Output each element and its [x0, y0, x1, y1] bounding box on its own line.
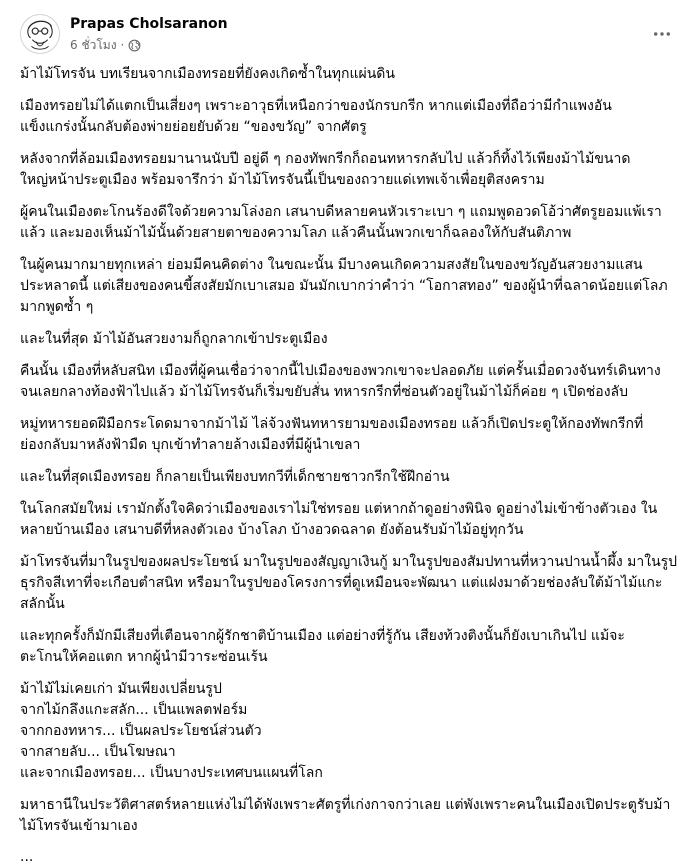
- post-text: [20, 64, 680, 866]
- author-avatar[interactable]: [20, 14, 60, 54]
- post-paragraph: ผู้คนในเมืองตะโกนร้องดีใจด้วยความโล่งอก เสนาบดีหลายคนหัวเราะเบา ๆ แถมพูดอวดโอ้ว่าศัตรูยอมแพ้เรา แล้ว และมองเห็นม้าไม้นั้นด้วยสายตาของความโลภ แล้วคืนนั้นพวกเขาก็ฉลองให้กับสันติภาพ: [20, 204, 662, 241]
- post-header: [20, 14, 680, 58]
- more-options-button[interactable]: [648, 20, 676, 48]
- post-paragraph: และทุกครั้งก็มักมีเสียงที่เตือนจากผู้รักชาติบ้านเมือง แต่อย่างที่รู้กัน เสียงท้วงติงนั้นก็ยังเบาเกินไป แม้จะ ตะโกนให้คอแตก หากผู้นำมีวาระซ่อนเร้น: [20, 628, 625, 665]
- avatar-sketch-icon: [21, 15, 59, 53]
- post-paragraph: มหาธานีในประวัติศาสตร์หลายแห่งไม่ได้พังเพราะศัตรูที่เก่งกาจกว่าเลย แต่พังเพราะคนในเมืองเปิดประตูรับม้า ไม้โทรจันเข้ามาเอง: [20, 797, 671, 834]
- see-more-ellipsis[interactable]: ...: [20, 849, 34, 865]
- post-paragraph: ม้าไม้ไม่เคยเก่า มันเพียงเปลี่ยนรูป จากไม้กลึงแกะสลัก... เป็นแพลตฟอร์ม จากกองทหาร... เป็นผลประโยชน์ส่วนตัว จากสายลับ... เป็นโฆษณา และจากเมืองทรอย... เป็นบางประเทศบนแผนที่โลก: [20, 681, 323, 781]
- post-meta: [70, 36, 141, 54]
- more-horizontal-icon: [653, 31, 671, 37]
- meta-separator: ·: [120, 38, 125, 52]
- post-paragraph: และในที่สุดเมืองทรอย ก็กลายเป็นเพียงบทกวีที่เด็กชายชาวกรีกใช้ฝึกอ่าน: [20, 469, 450, 485]
- post-paragraph: ม้าโทรจันที่มาในรูปของผลประโยชน์ มาในรูปของสัญญาเงินกู้ มาในรูปของสัมปทานที่หวานปานน้ำผึ้ง มาในรูป ธุรกิจสีเทาที่จะเกือบตำสนิท หรือมาในรูปของโครงการที่ดูเหมือนจะพัฒนา แต่แฝงมาด้วยช่องลับใต้ม้าไม้แกะ สลักนั้น: [20, 554, 678, 612]
- post-paragraph: หมู่ทหารยอดฝีมือกระโดดมาจากม้าไม้ ไล่จ้วงฟันทหารยามของเมืองทรอย แล้วก็เปิดประตูให้กองทัพกรีกที่ ย่องกลับมาหลังฟ้ามืด บุกเข้าทำลายล้างเมืองที่มีผู้นำเขลา: [20, 416, 644, 453]
- post-paragraph: ในโลกสมัยใหม่ เรามักตั้งใจคิดว่าเมืองของเราไม่ใช่ทรอย แต่หากถ้าดูอย่างพินิจ ดูอย่างไม่เข้าข้างตัวเอง ใน หลายบ้านเมือง เสนาบดีที่หลงตัวเอง บ้างโลภ บ้างอวดฉลาด ยังต้อนรับม้าไม้อยู่ทุกวัน: [20, 501, 658, 538]
- post-timestamp[interactable]: 6 ชั่วโมง: [70, 37, 117, 52]
- post-paragraph: และในที่สุด ม้าไม้อันสวยงามก็ถูกลากเข้าประตูเมือง: [20, 331, 328, 347]
- post-paragraph: ในผู้คนมากมายทุกเหล่า ย่อมมีคนคิดต่าง ในขณะนั้น มีบางคนเกิดความสงสัยในของขวัญอันสวยงามแสน ประหลาดนี้ แต่เสียงของคนขี้สงสัยมักเบาเสมอ มันมักเบากว่าคำว่า “โอกาสทอง” ของผู้นำที่ฉลาดน้อยแต่โลภ มากพูดซ้ำ ๆ: [20, 257, 668, 315]
- post-paragraph: ม้าไม้โทรจัน บทเรียนจากเมืองทรอยที่ยังคงเกิดซ้ำในทุกแผ่นดิน: [20, 66, 395, 82]
- post-paragraph: หลังจากที่ล้อมเมืองทรอยมานานนับปี อยู่ดี ๆ กองทัพกรีกก็ถอนทหารกลับไป แล้วก็ทิ้งไว้เพียงม้าไม้ขนาด ใหญ่หน้าประตูเมือง พร้อมจารึกว่า ม้าไม้โทรจันนี้เป็นของถวายแด่เทพเจ้าเพื่อยุติสงคราม: [20, 151, 631, 188]
- author-name[interactable]: Prapas Cholsaranon: [70, 16, 228, 32]
- post-paragraph: เมืองทรอยไม่ได้แตกเป็นเสี่ยงๆ เพราะอาวุธที่เหนือกว่าของนักรบกรีก หากแต่เมืองที่ถือว่ามีกำแพงอัน แข็งแกร่งนั้นกลับต้องพ่ายย่อยยับด้วย “ของขวัญ” จากศัตรู: [20, 98, 612, 135]
- post-paragraph: คืนนั้น เมืองที่หลับสนิท เมืองที่ผู้คนเชื่อว่าจากนี้ไปเมืองของพวกเขาจะปลอดภัย แต่ครั้นเมื่อดวงจันทร์เดินทาง จนเลยกลางท้องฟ้าไปแล้ว ม้าไม้โทรจันก็เริ่มขยับสั่น ทหารกรีกที่ซ่อนตัวอยู่ในม้าไม้ก็ค่อย ๆ เปิดช่องลับ: [20, 363, 661, 400]
- globe-icon[interactable]: [128, 39, 141, 52]
